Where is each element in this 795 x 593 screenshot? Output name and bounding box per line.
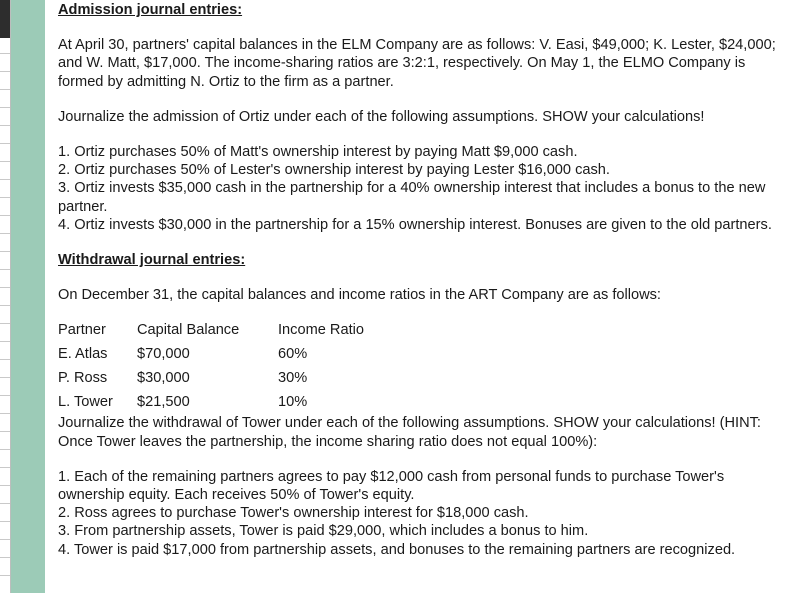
table-cell: 60% (278, 346, 308, 363)
table-cell: 30% (278, 370, 308, 387)
list-item: 1. Ortiz purchases 50% of Matt's ownership interest by paying Matt $9,000 cash. (58, 144, 578, 161)
table-row (58, 342, 788, 366)
column-header: Partner (58, 322, 106, 339)
admission-intro: At April 30, partners' capital balances in the ELM Company are as follows: V. Easi, $49,000; K. Lester, $24,000; and W. Matt, $17,000. The income-sharing ratios are 3:2:1, respectively. On May 1, the ELMO Company is formed by admitting N. Ortiz to the firm as a partner. (58, 37, 776, 90)
withdrawal-list (58, 468, 788, 559)
partner-table (58, 318, 788, 414)
list-item: 3. Ortiz invests $35,000 cash in the partnership for a 40% ownership interest that includes a bonus to the new partner. (58, 180, 766, 215)
admission-heading: Admission journal entries: (58, 2, 243, 18)
withdrawal-intro: On December 31, the capital balances and income ratios in the ART Company are as follows: (58, 287, 661, 304)
table-cell: $70,000 (137, 346, 190, 363)
table-cell: 10% (278, 394, 308, 411)
spreadsheet-row-gutter (0, 0, 11, 593)
accent-bar (11, 0, 45, 593)
table-cell: $21,500 (137, 394, 190, 411)
table-cell: $30,000 (137, 370, 190, 387)
list-item: 4. Tower is paid $17,000 from partnership assets, and bonuses to the remaining partners are recognized. (58, 541, 736, 558)
document-content (58, 0, 788, 559)
withdrawal-instruction: Journalize the withdrawal of Tower under each of the following assumptions. SHOW your calculations! (HINT: Once Tower leaves the partnership, the income sharing ratio does not equal 100%): (58, 415, 761, 450)
list-item: 3. From partnership assets, Tower is paid $29,000, which includes a bonus to him. (58, 523, 589, 540)
table-cell: L. Tower (58, 394, 113, 411)
list-item: 1. Each of the remaining partners agrees to pay $12,000 cash from personal funds to purchase Tower's ownership equity. Each receives 50% of Tower's equity. (58, 468, 725, 504)
table-cell: P. Ross (58, 370, 108, 387)
table-row (58, 366, 788, 390)
table-cell: E. Atlas (58, 346, 108, 363)
table-row (58, 390, 788, 414)
list-item: 2. Ross agrees to purchase Tower's ownership interest for $18,000 cash. (58, 505, 529, 522)
column-header: Capital Balance (137, 322, 240, 339)
admission-list (58, 143, 788, 234)
table-header-row (58, 318, 788, 342)
list-item: 4. Ortiz invests $30,000 in the partnership for a 15% ownership interest. Bonuses are given to the old partners. (58, 216, 772, 233)
list-item: 2. Ortiz purchases 50% of Lester's ownership interest by paying Lester $16,000 cash. (58, 162, 610, 179)
gutter-header-block (0, 0, 10, 38)
column-header: Income Ratio (278, 322, 364, 339)
admission-instruction: Journalize the admission of Ortiz under each of the following assumptions. SHOW your calculations! (58, 108, 705, 125)
withdrawal-heading: Withdrawal journal entries: (58, 252, 246, 269)
